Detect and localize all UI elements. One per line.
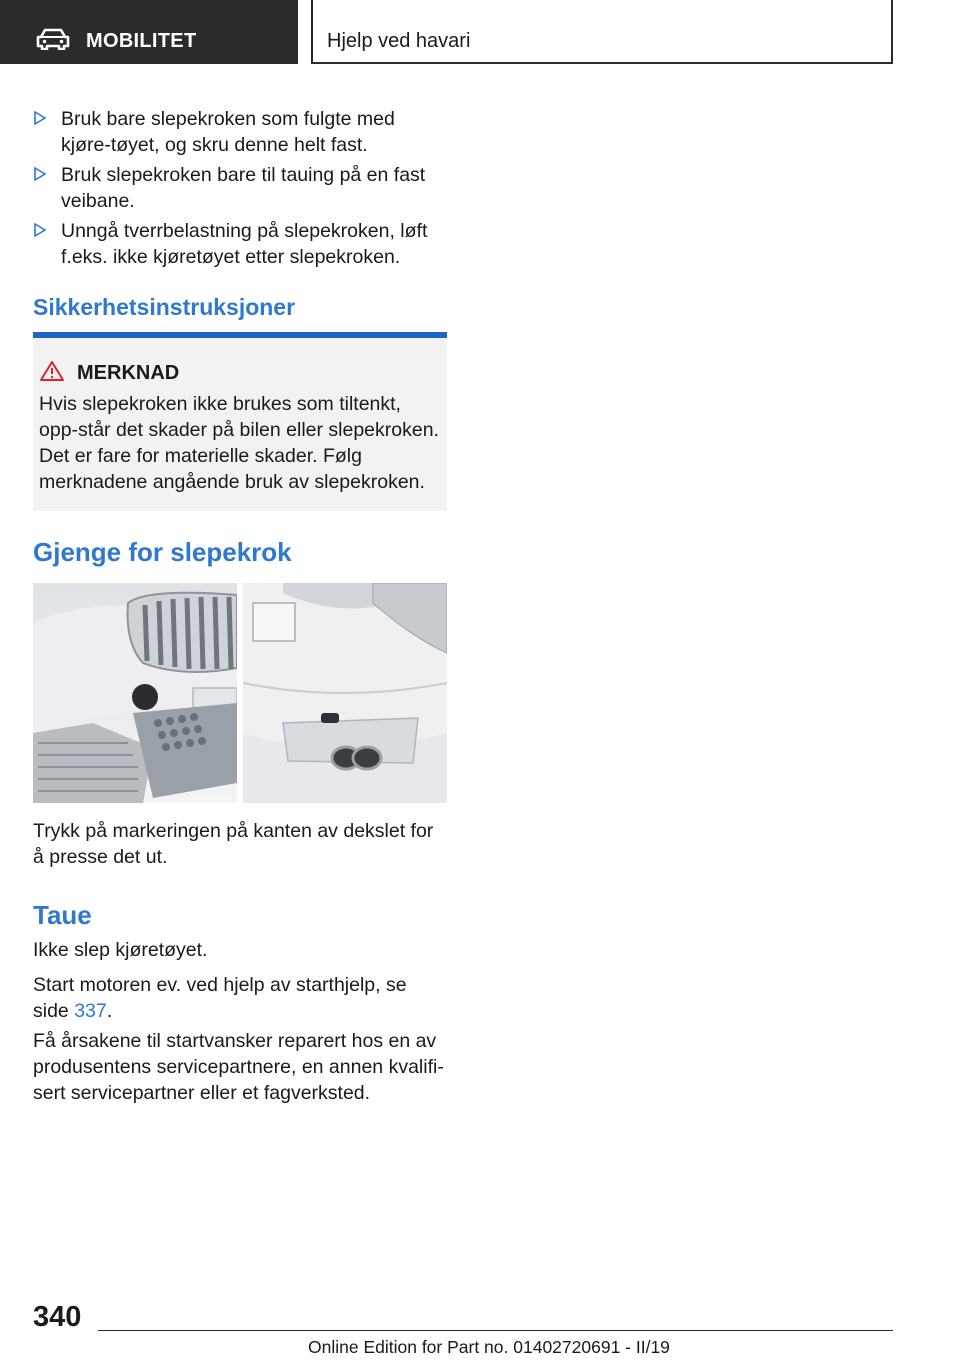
notice-box (33, 338, 447, 511)
notice-body: Hvis slepekroken ikke brukes som tiltenkt, opp-står det skader på bilen eller slepekroken. Det er fare for materielle skader. Følg merknadene angående bruk av slepekroken. (39, 393, 439, 493)
front-bumper-illustration (33, 583, 237, 803)
chapter-title: MOBILITET (86, 30, 197, 52)
list-item (33, 106, 447, 160)
car-icon (36, 28, 70, 50)
notice-title: MERKNAD (77, 362, 180, 384)
triangle-right-icon (33, 111, 47, 125)
taue-line-3: Få årsakene til startvansker reparert hos en av produsentens servicepartnere, en annen kvalifi-sert servicepartner eller et fagverksted. (33, 1030, 444, 1104)
section-title: Hjelp ved havari (327, 30, 471, 52)
footer-rule (98, 1330, 893, 1331)
thread-heading: Gjenge for slepekrok (33, 537, 292, 567)
triangle-right-icon (33, 167, 47, 181)
warning-triangle-icon (39, 360, 65, 382)
list-item (33, 218, 447, 272)
front-bumper-photo (33, 583, 237, 803)
chapter-tab (0, 0, 298, 64)
page-number: 340 (33, 1301, 82, 1333)
list-item-text: Unngå tverrbelastning på slepekroken, løft f.eks. ikke kjøretøyet etter slepekroken. (61, 220, 428, 268)
taue-line-1: Ikke slep kjøretøyet. (33, 939, 208, 961)
taue-line-2-suffix: . (106, 1000, 113, 1022)
footer-edition: Online Edition for Part no. 01402720691 - II/19 (308, 1337, 670, 1357)
rear-bumper-photo (243, 583, 447, 803)
list-item-text: Bruk slepekroken bare til tauing på en fast veibane. (61, 164, 426, 212)
safety-heading: Sikkerhetsinstruksjoner (33, 294, 296, 320)
section-header (311, 0, 893, 64)
page-link-337[interactable]: 337 (74, 1000, 107, 1022)
taue-line-2-text: Start motoren ev. ved hjelp av starthjelp, se side (33, 974, 407, 1022)
taue-heading: Taue (33, 900, 92, 930)
taue-line-2 (33, 972, 413, 1024)
triangle-right-icon (33, 223, 47, 237)
thread-text: Trykk på markeringen på kanten av dekslet for å presse det ut. (33, 820, 434, 868)
list-item-text: Bruk bare slepekroken som fulgte med kjøre-tøyet, og skru denne helt fast. (61, 108, 395, 156)
rear-bumper-illustration (243, 583, 447, 803)
list-item (33, 162, 447, 216)
